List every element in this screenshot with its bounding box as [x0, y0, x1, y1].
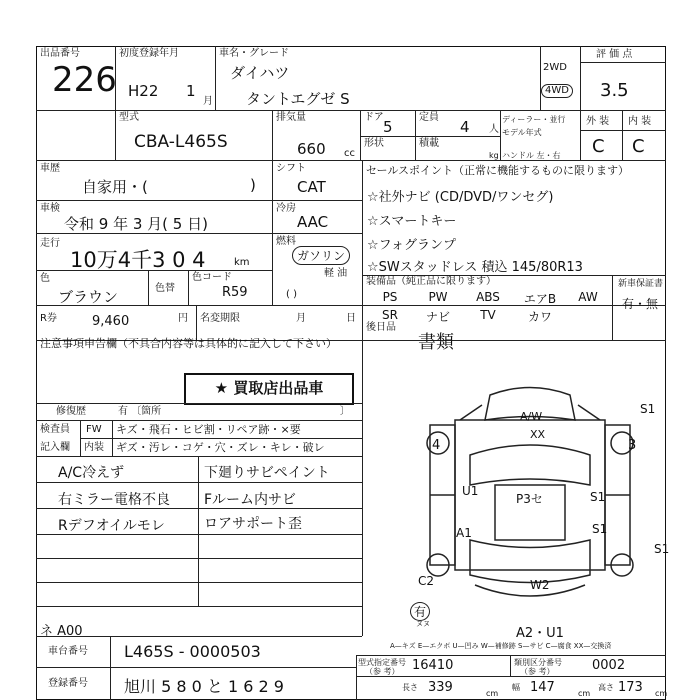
divider	[362, 340, 363, 636]
color-label: 色	[40, 273, 50, 284]
divider	[36, 200, 362, 201]
fuel-label: 燃料	[276, 236, 296, 247]
door-label: ドア	[364, 112, 384, 123]
fw-row: キズ・飛石・ヒビ割・リペア跡・×要	[116, 423, 301, 436]
disp-value: 660	[297, 140, 326, 158]
remark-left-2: 右ミラー電格不良	[58, 492, 170, 508]
door-value: 5	[383, 118, 393, 136]
equip-label: 装備品（純正品に限ります）	[366, 276, 496, 287]
equip-pw: PW	[428, 290, 448, 304]
divider	[360, 110, 361, 160]
reg-value: H22	[128, 82, 159, 100]
divider	[580, 46, 581, 160]
shift-label: シフト	[276, 163, 306, 174]
disp-label: 排気量	[276, 112, 306, 123]
divider	[36, 160, 666, 161]
disp-unit: cc	[344, 148, 355, 159]
score-value: 3.5	[600, 80, 629, 101]
divider	[188, 270, 189, 305]
repair-value: 有 〔箇所	[118, 406, 162, 417]
divider	[215, 46, 216, 110]
type-label: 型式指定番号	[358, 658, 406, 667]
divider	[360, 136, 500, 137]
drive-2wd: 2WD	[543, 62, 567, 73]
mark-4: 4	[432, 438, 441, 453]
divider	[36, 110, 666, 111]
divider	[580, 130, 666, 131]
divider	[36, 456, 362, 457]
mark-small: ヌヌ	[416, 620, 430, 628]
divider	[362, 305, 612, 306]
height-value: 173	[618, 680, 643, 695]
mark-yes: 有	[410, 602, 430, 621]
divider	[580, 62, 666, 63]
remark-left-1: A/C冷えず	[58, 465, 125, 481]
buyer-stamp: ★ 買取店出品車	[184, 373, 354, 405]
fw-label: FW	[86, 424, 102, 435]
int-label-2: 内装	[84, 442, 104, 453]
warranty-value: 有・無	[622, 297, 659, 311]
chassis-value: L465S - 0000503	[124, 642, 261, 661]
divider	[356, 676, 666, 677]
divider	[356, 655, 357, 700]
mark-s1-low: S1	[654, 542, 670, 556]
shift-value: CAT	[297, 178, 326, 196]
recycle-value: 9,460	[92, 314, 130, 329]
mark-s1-top: S1	[640, 402, 656, 416]
ac-label: 冷房	[276, 203, 296, 214]
mark-a1: A1	[456, 526, 472, 540]
sales-item-1: ☆社外ナビ (CD/DVD/ワンセグ)	[367, 190, 554, 205]
divider	[36, 482, 362, 483]
mark-3: 3	[628, 438, 637, 453]
ext-label: 外 装	[586, 116, 610, 127]
reg-month-unit: 月	[203, 96, 213, 107]
handle-label: ハンドル 左・右	[502, 151, 561, 160]
inspection-label: 車検	[40, 203, 60, 214]
inspector-label: 検査員	[40, 424, 70, 435]
int-row: ギズ・汚レ・コゲ・穴・ズレ・キレ・破レ	[116, 441, 325, 454]
cap-label: 定員	[419, 112, 439, 123]
equip-navi: ナビ	[425, 310, 450, 324]
divider	[612, 275, 613, 340]
remark-right-1: 下廻りサビペイント	[204, 465, 330, 481]
remark-left-3: Rデフオイルモレ	[58, 518, 165, 534]
color-change-label: 色替	[155, 283, 175, 294]
divider	[148, 270, 149, 305]
mark-aw: A/W	[520, 410, 543, 423]
recycle-unit: 円	[178, 313, 188, 324]
mileage-label: 走行	[40, 238, 60, 249]
equip-aw: AW	[578, 290, 598, 304]
height-unit: cm	[655, 689, 668, 698]
score-label: 評 価 点	[596, 49, 633, 60]
mark-c2: C2	[418, 574, 435, 588]
chassis-label: 車台番号	[48, 646, 88, 657]
width-value: 147	[530, 680, 555, 695]
model-value: CBA-L465S	[134, 132, 228, 152]
class-label: 類別区分番号	[514, 658, 562, 667]
repair-close: 〕	[340, 406, 350, 417]
ac-value: AAC	[297, 213, 329, 231]
divider	[36, 420, 362, 421]
history-value: 自家用・(	[82, 178, 148, 196]
type-value: 16410	[412, 658, 454, 673]
divider	[272, 110, 273, 160]
divider	[80, 438, 362, 439]
equip-tv: TV	[480, 308, 496, 322]
divider	[362, 160, 363, 340]
divider	[36, 667, 356, 668]
color-code-label: 色コード	[192, 272, 232, 283]
mark-s1-right: S1	[590, 490, 606, 504]
ext-value: C	[592, 136, 605, 157]
lot-label: 出品番号	[40, 48, 80, 59]
int-value: C	[632, 136, 645, 157]
divider	[198, 456, 199, 606]
mileage-unit: km	[234, 257, 250, 268]
model-year-label: モデル年式	[502, 128, 542, 137]
mark-p3: P3セ	[516, 492, 543, 506]
divider	[110, 636, 111, 700]
fuel-sub: 軽 油	[324, 268, 348, 279]
load-label: 積載	[419, 138, 439, 149]
sales-label: セールスポイント（正常に機能するものに限ります）	[366, 164, 630, 177]
shape-label: 形状	[364, 138, 384, 149]
dealer-label: ディーラー・並行	[502, 115, 566, 124]
entry-label: 記入欄	[40, 442, 70, 453]
repair-label: 修復歴	[56, 406, 86, 417]
color-value: ブラウン	[58, 288, 119, 306]
width-label: 幅	[512, 683, 520, 692]
fuel-value: ガソリン	[292, 246, 350, 265]
equip-abs: ABS	[476, 290, 500, 304]
equip-airbag: エアB	[523, 292, 557, 306]
inspection-value: 令和 9 年 3 月( 5 日)	[64, 215, 208, 233]
damage-legend: A—キズ E—エクボ U—凹み W—補修跡 S—サビ C—腐食 XX—交換済	[390, 642, 612, 650]
sales-item-4: ☆SWスタッドレス 積込 145/80R13	[367, 260, 583, 275]
load-unit: kg	[489, 151, 499, 160]
color-code-value: R59	[222, 285, 248, 300]
car-maker: ダイハツ	[230, 64, 290, 82]
divider	[36, 582, 362, 583]
class-value: 0002	[592, 658, 626, 673]
len-value: 339	[428, 680, 453, 695]
mark-bottom-note: A2・U1	[516, 626, 564, 641]
model-label: 型式	[119, 112, 139, 123]
plate-label: 登録番号	[48, 678, 88, 689]
warranty-label: 新車保証書	[618, 279, 664, 289]
len-unit: cm	[486, 689, 499, 698]
notes-label: 注意事項申告欄（不具合内容等は具体的に記入して下さい）	[40, 337, 337, 350]
cap-value: 4	[460, 118, 470, 136]
equip-leather: カワ	[527, 310, 552, 324]
divider	[540, 46, 541, 110]
docs-label: 後日品	[366, 322, 396, 333]
sales-item-2: ☆スマートキー	[367, 214, 457, 229]
divider	[622, 110, 623, 160]
plate-value: 旭川 5 8 0 と 1 6 2 9	[124, 677, 284, 696]
expiry-label: 名変期限	[200, 313, 240, 324]
divider	[510, 655, 511, 676]
car-grade: タントエグゼ S	[246, 90, 350, 108]
mark-xx: XX	[530, 428, 546, 441]
remark-right-3: ロアサポート歪	[204, 516, 302, 532]
remark-right-2: Fルーム内サビ	[204, 492, 297, 508]
class-sub: （参 考）	[520, 667, 555, 676]
int-label: 内 装	[628, 116, 652, 127]
divider	[356, 655, 666, 656]
height-label: 高さ	[598, 683, 614, 692]
drive-4wd: 4WD	[541, 84, 573, 98]
divider	[500, 110, 501, 160]
mark-w2: W2	[530, 578, 550, 592]
divider	[80, 420, 81, 456]
divider	[196, 305, 197, 340]
expiry-day: 日	[346, 313, 356, 324]
cap-unit: 人	[489, 124, 499, 135]
recycle-label: R券	[40, 313, 57, 324]
mileage-value: 10万4千3 0 4	[70, 248, 206, 272]
history-close: )	[250, 176, 256, 194]
sales-item-3: ☆フォグランプ	[367, 238, 457, 253]
divider	[36, 403, 362, 404]
car-label: 車名・グレード	[219, 48, 289, 59]
docs-value: 書類	[418, 332, 454, 353]
len-label: 長さ	[402, 683, 418, 692]
divider	[36, 636, 362, 637]
equip-ps: PS	[382, 290, 398, 304]
equip-sr: SR	[382, 308, 398, 322]
width-unit: cm	[578, 689, 591, 698]
type-sub: （参 考）	[365, 667, 400, 676]
mark-u1: U1	[462, 484, 479, 498]
reg-label: 初度登録年月	[119, 48, 179, 59]
lot-number: 226	[52, 60, 117, 100]
divider	[112, 420, 113, 456]
footer-stamp: ネ A00	[40, 624, 83, 639]
reg-month: 1	[186, 82, 196, 100]
history-label: 車歴	[40, 163, 60, 174]
divider	[36, 606, 362, 607]
fuel-paren: ( )	[286, 289, 297, 300]
divider	[36, 558, 362, 559]
mark-s1-mid: S1	[592, 522, 608, 536]
divider	[415, 110, 416, 160]
expiry-month: 月	[296, 313, 306, 324]
